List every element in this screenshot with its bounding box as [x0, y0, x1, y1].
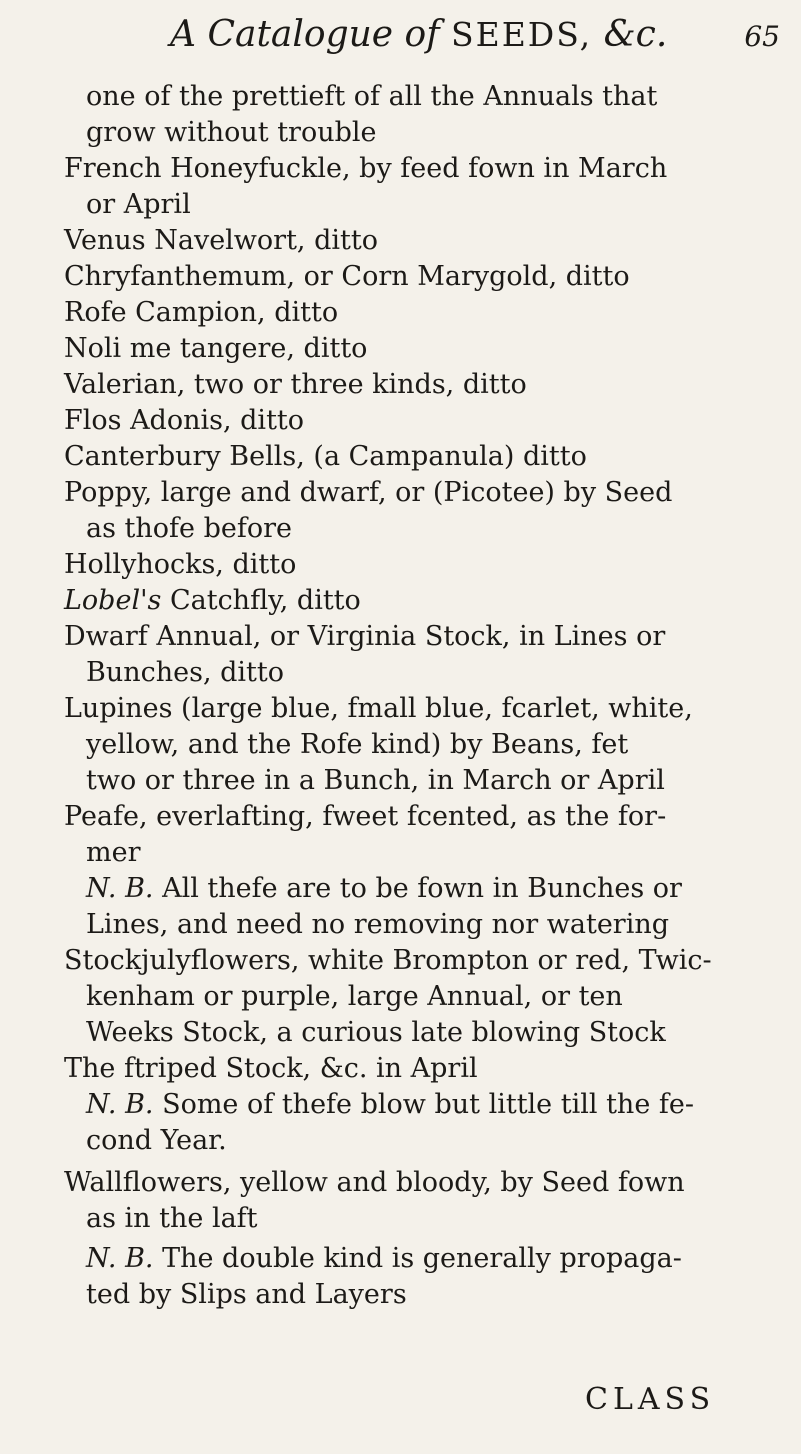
- text-line: [86, 1202, 258, 1236]
- text-line: [86, 728, 628, 762]
- line-text: Wallflowers, yellow and bloody, by Seed fown: [64, 1167, 685, 1198]
- text-line: [64, 440, 587, 474]
- italic-prefix: N. B.: [86, 1089, 154, 1120]
- line-text: Stockjulyflowers, white Brompton or red, Twic-: [64, 945, 712, 976]
- text-line: [86, 80, 657, 114]
- text-line: [86, 908, 669, 942]
- line-text: Weeks Stock, a curious late blowing Stock: [86, 1017, 666, 1048]
- line-text: Valerian, two or three kinds, ditto: [64, 369, 527, 400]
- line-text: one of the prettieft of all the Annuals that: [86, 81, 658, 112]
- line-text: Catchfly, ditto: [161, 585, 361, 616]
- line-text: as in the laft: [86, 1203, 258, 1234]
- text-line: [86, 764, 665, 798]
- line-text: mer: [86, 837, 141, 868]
- line-text: Poppy, large and dwarf, or (Picotee) by Seed: [64, 477, 673, 508]
- line-text: Peafe, everlafting, fweet fcented, as the for-: [64, 801, 667, 832]
- running-title: [170, 14, 667, 55]
- running-title-tail: &c.: [603, 14, 668, 55]
- line-text: The double kind is generally propaga-: [153, 1243, 682, 1274]
- running-title-italic: A Catalogue of: [170, 14, 440, 55]
- line-text: as thofe before: [86, 513, 292, 544]
- line-text: Lupines (large blue, fmall blue, fcarlet, white,: [64, 693, 693, 724]
- text-line: [86, 836, 141, 870]
- line-text: Chryfanthemum, or Corn Marygold, ditto: [64, 261, 630, 292]
- line-text: Noli me tangere, ditto: [64, 333, 368, 364]
- running-header: [170, 14, 780, 66]
- italic-prefix: N. B.: [86, 1243, 154, 1274]
- line-text: cond Year.: [86, 1125, 227, 1156]
- catchword: CLASS: [585, 1382, 716, 1417]
- italic-prefix: Lobel's: [64, 585, 162, 616]
- text-line: [64, 296, 338, 330]
- italic-prefix: N. B.: [86, 873, 154, 904]
- text-line: [64, 800, 666, 834]
- text-line: [86, 1242, 682, 1276]
- text-line: [64, 1166, 685, 1200]
- text-line: [86, 872, 682, 906]
- text-line: [86, 1124, 227, 1158]
- line-text: All thefe are to be fown in Bunches or: [153, 873, 682, 904]
- text-line: [86, 1016, 666, 1050]
- text-line: [64, 152, 667, 186]
- line-text: Rofe Campion, ditto: [64, 297, 339, 328]
- line-text: Lines, and need no removing nor watering: [86, 909, 670, 940]
- text-line: [64, 692, 693, 726]
- text-line: [64, 944, 712, 978]
- text-line: [86, 656, 284, 690]
- text-line: [86, 188, 191, 222]
- line-text: French Honeyfuckle, by feed fown in March: [64, 153, 668, 184]
- text-line: [86, 980, 623, 1014]
- line-text: Canterbury Bells, (a Campanula) ditto: [64, 441, 587, 472]
- line-text: or April: [86, 189, 191, 220]
- line-text: Bunches, ditto: [86, 657, 285, 688]
- text-line: [86, 512, 292, 546]
- line-text: kenham or purple, large Annual, or ten: [86, 981, 623, 1012]
- running-title-caps: SEEDS,: [451, 15, 593, 54]
- line-text: yellow, and the Rofe kind) by Beans, fet: [86, 729, 629, 760]
- line-text: The ftriped Stock, &c. in April: [64, 1053, 478, 1084]
- text-line: [64, 404, 304, 438]
- text-line: [64, 332, 367, 366]
- text-line: [86, 1088, 694, 1122]
- line-text: Hollyhocks, ditto: [64, 549, 297, 580]
- text-line: [64, 1052, 478, 1086]
- line-text: Venus Navelwort, ditto: [64, 225, 378, 256]
- text-line: [64, 260, 630, 294]
- text-line: [64, 548, 296, 582]
- text-line: [64, 224, 378, 258]
- text-line: [64, 620, 665, 654]
- line-text: two or three in a Bunch, in March or April: [86, 765, 665, 796]
- line-text: ted by Slips and Layers: [86, 1279, 407, 1310]
- page-number: 65: [744, 20, 780, 53]
- line-text: Flos Adonis, ditto: [64, 405, 305, 436]
- line-text: grow without trouble: [86, 117, 377, 148]
- text-line: [86, 116, 377, 150]
- line-text: Some of thefe blow but little till the fe-: [153, 1089, 694, 1120]
- text-line: [64, 368, 527, 402]
- line-text: Dwarf Annual, or Virginia Stock, in Lines or: [64, 621, 666, 652]
- text-line: [64, 584, 361, 618]
- text-line: [86, 1278, 407, 1312]
- text-line: [64, 476, 672, 510]
